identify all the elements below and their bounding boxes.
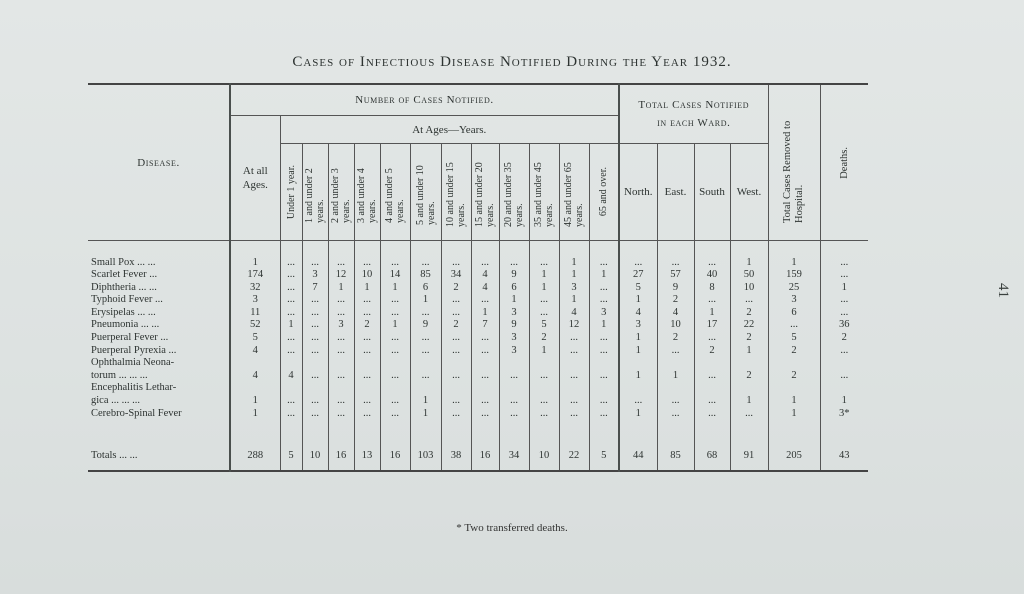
table-cell: ... [529, 408, 559, 421]
disease-name-line: gica ... ... ... [91, 395, 140, 407]
all-ages-header: At all Ages. [230, 116, 280, 241]
disease-name-line: Encephalitis Lethar- [91, 382, 177, 394]
disease-name [88, 269, 230, 282]
table-cell: 2 [694, 345, 730, 358]
table-cell: 9 [499, 319, 529, 332]
totals-cell: 288 [230, 442, 280, 471]
table-cell: ... [694, 357, 730, 382]
table-cell: 32 [230, 282, 280, 295]
table-cell: 9 [657, 282, 694, 295]
table-cell: 6 [768, 307, 820, 320]
table-cell: ... [280, 269, 302, 282]
disease-name-line: Ophthalmia Neona- [91, 357, 175, 369]
table-body [88, 241, 868, 472]
table-cell: ... [354, 294, 380, 307]
table-cell: ... [280, 382, 302, 407]
table-cell: 2 [441, 319, 471, 332]
table-cell: 1 [410, 382, 441, 407]
table-cell: 52 [230, 319, 280, 332]
table-cell: 22 [730, 319, 768, 332]
table-cell: 3 [230, 294, 280, 307]
table-cell: ... [380, 357, 410, 382]
table-cell: ... [280, 345, 302, 358]
table-cell: ... [471, 357, 499, 382]
table-cell: 1 [619, 345, 657, 358]
table-cell: ... [529, 382, 559, 407]
table-cell: ... [302, 332, 328, 345]
table-cell: ... [302, 345, 328, 358]
disease-name-line: Puerperal Pyrexia ... [91, 344, 177, 356]
table-cell: 1 [657, 357, 694, 382]
table-cell: ... [354, 307, 380, 320]
table-cell: ... [589, 345, 619, 358]
table-cell: 7 [302, 282, 328, 295]
table-cell: 1 [529, 269, 559, 282]
table-cell: 4 [230, 357, 280, 382]
ward-header-west: West. [730, 144, 768, 241]
disease-name [88, 294, 230, 307]
table-cell: 1 [380, 319, 410, 332]
table-cell: ... [619, 382, 657, 407]
table-cell: ... [820, 257, 868, 270]
table-cell: 2 [657, 294, 694, 307]
totals-row [88, 442, 868, 471]
totals-cell: 5 [589, 442, 619, 471]
table-cell: ... [302, 257, 328, 270]
table-cell: ... [328, 382, 354, 407]
totals-cell: 68 [694, 442, 730, 471]
table-cell: ... [589, 332, 619, 345]
table-cell: 10 [354, 269, 380, 282]
table-cell: 36 [820, 319, 868, 332]
table-cell: 6 [499, 282, 529, 295]
table-cell: 1 [230, 382, 280, 407]
table-cell: ... [820, 345, 868, 358]
table-cell: ... [354, 382, 380, 407]
table-cell: 10 [657, 319, 694, 332]
table-cell: ... [302, 307, 328, 320]
table-cell: ... [589, 294, 619, 307]
table-cell: 1 [380, 282, 410, 295]
removed-header: Total Cases Removed to Hospital. [782, 120, 805, 223]
infectious-disease-table [88, 83, 868, 472]
table-cell: 159 [768, 269, 820, 282]
at-ages-header: At Ages—Years. [280, 116, 619, 144]
age-header-5: 5 and under 10 years. [414, 165, 437, 225]
table-row [88, 269, 868, 282]
table-cell: ... [499, 408, 529, 421]
table-cell: ... [410, 332, 441, 345]
totals-cell: 103 [410, 442, 441, 471]
table-cell: 3 [768, 294, 820, 307]
table-cell: ... [380, 408, 410, 421]
table-cell: 1 [328, 282, 354, 295]
table-cell: 4 [280, 357, 302, 382]
table-cell: 174 [230, 269, 280, 282]
table-cell: ... [471, 382, 499, 407]
disease-name-line: Diphtheria ... ... [91, 281, 157, 293]
table-cell: ... [589, 382, 619, 407]
table-cell: 1 [768, 382, 820, 407]
table-row [88, 357, 868, 382]
table-cell: ... [380, 345, 410, 358]
table-cell: 9 [499, 269, 529, 282]
disease-name [88, 408, 230, 421]
table-cell: ... [559, 408, 589, 421]
table-cell: 1 [354, 282, 380, 295]
table-cell: ... [559, 357, 589, 382]
age-header-8: 20 and under 35 years. [503, 162, 525, 227]
table-cell: 3* [820, 408, 868, 421]
table-cell: 2 [730, 332, 768, 345]
table-cell: ... [820, 269, 868, 282]
table-cell: 1 [559, 294, 589, 307]
table-cell: ... [380, 294, 410, 307]
table-cell: 1 [619, 332, 657, 345]
table-cell: 1 [619, 294, 657, 307]
table-cell: 3 [619, 319, 657, 332]
table-cell: ... [302, 408, 328, 421]
ward-header-east: East. [657, 144, 694, 241]
disease-name [88, 357, 230, 382]
totals-cell: 205 [768, 442, 820, 471]
table-cell: 1 [559, 257, 589, 270]
table-cell: ... [471, 408, 499, 421]
table-cell: ... [441, 382, 471, 407]
table-cell: 9 [410, 319, 441, 332]
table-row [88, 408, 868, 421]
table-cell: 1 [730, 257, 768, 270]
table-cell: ... [354, 345, 380, 358]
disease-name [88, 345, 230, 358]
table-cell: 1 [499, 294, 529, 307]
table-cell: ... [354, 357, 380, 382]
table-cell: 1 [410, 294, 441, 307]
table-cell: 12 [559, 319, 589, 332]
table-cell: ... [559, 345, 589, 358]
age-header-6: 10 and under 15 years. [445, 162, 467, 227]
table-cell: 5 [619, 282, 657, 295]
table-cell: ... [328, 345, 354, 358]
totals-cell: 43 [820, 442, 868, 471]
table-cell: ... [694, 382, 730, 407]
table-cell: ... [328, 294, 354, 307]
disease-name [88, 282, 230, 295]
table-cell: ... [380, 257, 410, 270]
table-cell: ... [820, 357, 868, 382]
table-cell: 8 [694, 282, 730, 295]
table-row [88, 294, 868, 307]
table-cell: 1 [730, 345, 768, 358]
table-cell: 3 [499, 345, 529, 358]
table-cell: ... [328, 357, 354, 382]
table-cell: 4 [657, 307, 694, 320]
table-cell: 2 [768, 345, 820, 358]
table-cell: ... [529, 294, 559, 307]
disease-name-line: torum ... ... ... [91, 369, 148, 381]
table-cell: ... [499, 357, 529, 382]
table-cell: 4 [471, 269, 499, 282]
table-cell: ... [328, 307, 354, 320]
table-cell: 4 [559, 307, 589, 320]
table-cell: 27 [619, 269, 657, 282]
totals-cell: 22 [559, 442, 589, 471]
table-cell: ... [529, 357, 559, 382]
disease-name-line: Pneumonia ... ... [91, 319, 160, 331]
table-cell: ... [694, 408, 730, 421]
disease-name-line: Puerperal Fever ... [91, 332, 169, 344]
disease-name [88, 332, 230, 345]
table-cell: ... [328, 332, 354, 345]
table-cell: 4 [619, 307, 657, 320]
table-cell: ... [441, 332, 471, 345]
disease-name [88, 382, 230, 407]
table-cell: ... [657, 345, 694, 358]
table-row [88, 307, 868, 320]
header-row-1 [88, 84, 868, 116]
table-cell: 2 [441, 282, 471, 295]
table-cell: 2 [730, 357, 768, 382]
table-cell: 1 [820, 282, 868, 295]
table-cell: ... [441, 307, 471, 320]
table-cell: ... [559, 382, 589, 407]
table-cell: 1 [820, 382, 868, 407]
table-cell: ... [499, 257, 529, 270]
table-cell: ... [529, 257, 559, 270]
table-cell: ... [280, 294, 302, 307]
table-cell: 3 [559, 282, 589, 295]
table-cell: 25 [768, 282, 820, 295]
table-cell: 6 [410, 282, 441, 295]
table-cell: ... [328, 257, 354, 270]
table-cell: ... [820, 294, 868, 307]
disease-name-line: Small Pox ... ... [91, 256, 156, 268]
table-row [88, 345, 868, 358]
table-cell: 10 [730, 282, 768, 295]
table-cell: 3 [589, 307, 619, 320]
table-cell: 3 [302, 269, 328, 282]
age-header-9: 35 and under 45 years. [533, 162, 555, 227]
table-cell: 4 [471, 282, 499, 295]
table-cell: ... [730, 408, 768, 421]
table-cell: 1 [768, 257, 820, 270]
disease-name [88, 319, 230, 332]
table-cell: ... [559, 332, 589, 345]
table-cell: ... [768, 319, 820, 332]
age-header-0: Under 1 year. [285, 164, 297, 220]
table-cell: 1 [529, 345, 559, 358]
table-cell: ... [441, 357, 471, 382]
page-title: Cases of Infectious Disease Notified During the Year 1932. [292, 54, 732, 70]
table-cell: 2 [730, 307, 768, 320]
totals-cell: 16 [471, 442, 499, 471]
table-cell: ... [410, 307, 441, 320]
deaths-header: Deaths. [838, 146, 850, 179]
ward-header-south: South [694, 144, 730, 241]
table-cell: ... [471, 294, 499, 307]
ward-header-north: North. [619, 144, 657, 241]
table-cell: 1 [694, 307, 730, 320]
table-cell: ... [499, 382, 529, 407]
table-row [88, 319, 868, 332]
totals-cell: 38 [441, 442, 471, 471]
table-cell: 1 [730, 382, 768, 407]
table-cell: 40 [694, 269, 730, 282]
disease-name-line: Scarlet Fever ... [91, 269, 158, 281]
table-cell: ... [280, 282, 302, 295]
table-cell: 3 [499, 332, 529, 345]
table-cell: 1 [589, 269, 619, 282]
totals-cell: 10 [302, 442, 328, 471]
table-cell: 5 [230, 332, 280, 345]
age-header-11: 65 and over. [598, 167, 610, 217]
table-cell: 1 [529, 282, 559, 295]
totals-cell: 91 [730, 442, 768, 471]
table-cell: 12 [328, 269, 354, 282]
table-cell: ... [280, 408, 302, 421]
page-number: 41 [995, 283, 1011, 298]
table-cell: ... [354, 332, 380, 345]
table-cell: 1 [230, 257, 280, 270]
table-cell: ... [302, 357, 328, 382]
table-cell: ... [302, 294, 328, 307]
table-cell: ... [410, 357, 441, 382]
table-cell: ... [354, 408, 380, 421]
table-cell: 3 [499, 307, 529, 320]
table-cell: 1 [410, 408, 441, 421]
table-cell: ... [820, 307, 868, 320]
table-cell: 3 [328, 319, 354, 332]
table-cell: 11 [230, 307, 280, 320]
age-header-1: 1 and under 2 years. [304, 168, 326, 223]
table-cell: ... [657, 382, 694, 407]
table-cell: 1 [768, 408, 820, 421]
totals-label: Totals ... ... [91, 449, 138, 461]
disease-name [88, 257, 230, 270]
table-cell: ... [694, 257, 730, 270]
table-cell: ... [619, 257, 657, 270]
disease-header: Disease. [137, 156, 180, 169]
table-cell: ... [354, 257, 380, 270]
table-cell: ... [471, 332, 499, 345]
table-cell: 5 [529, 319, 559, 332]
table-cell: ... [441, 408, 471, 421]
table-cell: 1 [280, 319, 302, 332]
table-cell: 1 [230, 408, 280, 421]
table-cell: 1 [471, 307, 499, 320]
table-cell: 7 [471, 319, 499, 332]
table-cell: ... [589, 357, 619, 382]
table-cell: 5 [768, 332, 820, 345]
table-cell: ... [471, 257, 499, 270]
table-cell: ... [302, 382, 328, 407]
age-header-10: 45 and under 65 years. [563, 162, 585, 227]
table-cell: 1 [589, 319, 619, 332]
table-cell: 1 [619, 408, 657, 421]
table-cell: ... [694, 294, 730, 307]
disease-name-line: Erysipelas ... ... [91, 306, 156, 318]
table-cell: ... [380, 382, 410, 407]
table-cell: ... [302, 319, 328, 332]
table-row [88, 282, 868, 295]
table-cell: 34 [441, 269, 471, 282]
footnote: * Two transferred deaths. [456, 522, 568, 534]
age-header-4: 4 and under 5 years. [384, 168, 406, 223]
table-cell: 50 [730, 269, 768, 282]
table-cell: ... [441, 257, 471, 270]
table-cell: ... [657, 257, 694, 270]
table-cell: ... [280, 307, 302, 320]
table-cell: ... [471, 345, 499, 358]
table-cell: ... [280, 257, 302, 270]
total-ward-header: Total Cases Notified in each Ward. [619, 84, 768, 144]
totals-cell: 16 [328, 442, 354, 471]
table-cell: 85 [410, 269, 441, 282]
age-header-7: 15 and under 20 years. [474, 162, 496, 227]
totals-cell: 44 [619, 442, 657, 471]
table-cell: ... [694, 332, 730, 345]
table-cell: ... [529, 307, 559, 320]
table-cell: 2 [354, 319, 380, 332]
table-cell: ... [280, 332, 302, 345]
table-cell: 2 [529, 332, 559, 345]
table-cell: 57 [657, 269, 694, 282]
table-cell: ... [589, 408, 619, 421]
table-cell: 17 [694, 319, 730, 332]
table-cell: 14 [380, 269, 410, 282]
totals-cell: 5 [280, 442, 302, 471]
totals-cell: 10 [529, 442, 559, 471]
table-cell: 1 [559, 269, 589, 282]
table-cell: ... [657, 408, 694, 421]
table-cell: ... [410, 257, 441, 270]
totals-cell: 16 [380, 442, 410, 471]
table-cell: ... [589, 282, 619, 295]
table-cell: ... [380, 332, 410, 345]
table-cell: 4 [230, 345, 280, 358]
totals-cell: 34 [499, 442, 529, 471]
table-row [88, 257, 868, 270]
table-cell: ... [589, 257, 619, 270]
totals-cell: 13 [354, 442, 380, 471]
disease-name-line: Typhoid Fever ... [91, 294, 163, 306]
number-notified-header: Number of Cases Notified. [230, 84, 619, 116]
table-cell: ... [328, 408, 354, 421]
table-cell: ... [410, 345, 441, 358]
totals-cell: 85 [657, 442, 694, 471]
table-cell: 2 [657, 332, 694, 345]
table-cell: ... [441, 345, 471, 358]
disease-name-line: Cerebro-Spinal Fever [91, 407, 182, 419]
table-cell: ... [730, 294, 768, 307]
table-cell: ... [380, 307, 410, 320]
age-header-2: 2 and under 3 years. [330, 168, 352, 223]
table-cell: ... [441, 294, 471, 307]
age-header-3: 3 and under 4 years. [356, 168, 378, 223]
disease-name [88, 307, 230, 320]
table-row [88, 332, 868, 345]
table-cell: 2 [768, 357, 820, 382]
table-cell: 1 [619, 357, 657, 382]
table-row [88, 382, 868, 407]
table-cell: 2 [820, 332, 868, 345]
